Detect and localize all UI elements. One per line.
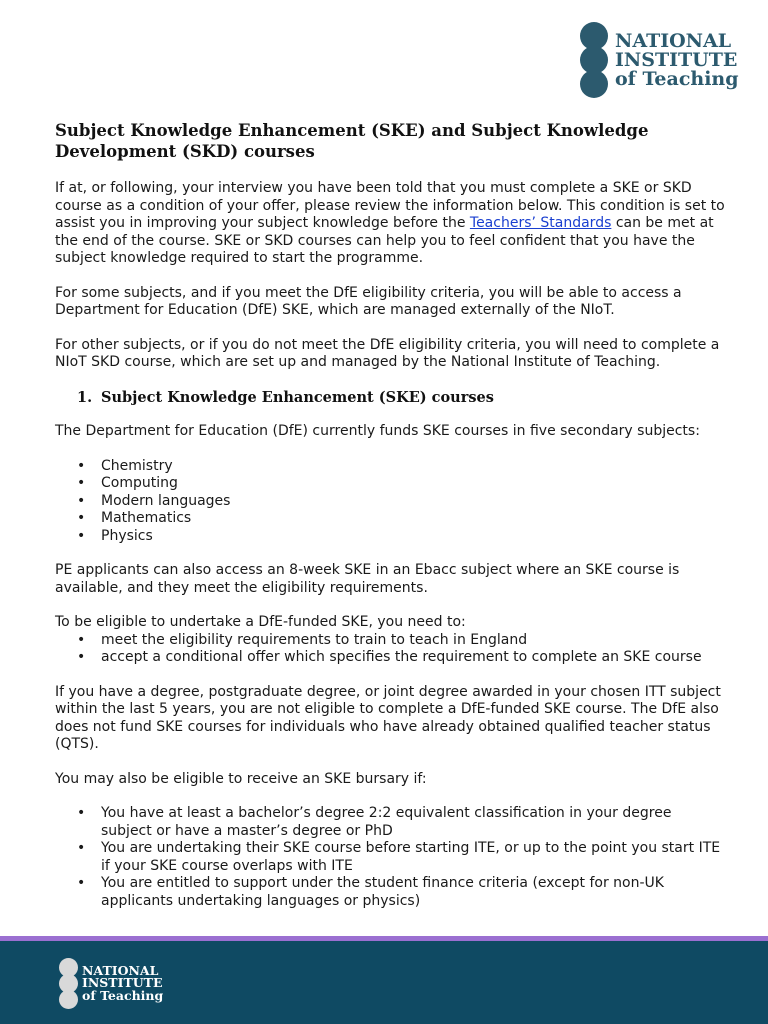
logo-mark-icon: [580, 22, 608, 98]
intro-paragraph: [55, 180, 725, 268]
funded-paragraph: The Department for Education (DfE) currently funds SKE courses in five secondary subjects:: [55, 423, 700, 439]
intro-text-before: If at, or following, your interview you have been told that you must complete a SKE or SKD course as a condition of your offer, please review the information below. This condition is set to assist you in improving your subject knowledge before the: [55, 180, 725, 231]
degree-paragraph: If you have a degree, postgraduate degree, or joint degree awarded in your chosen ITT subject within the last 5 years, you are not eligible to complete a DfE-funded SKE course. The DfE also does not fund SKE courses for individuals who have already obtained qualified teacher status (QTS).: [55, 683, 721, 752]
eligibility-list: [55, 632, 725, 667]
niot-logo: [580, 22, 739, 98]
list-item: • Chemistry: [55, 458, 725, 476]
section-heading-text: Subject Knowledge Enhancement (SKE) courses: [101, 388, 494, 406]
intro-text-after: can be met at the end of the course. SKE or SKD courses can help you to feel confident that you have the subject knowledge required to start the programme.: [55, 215, 714, 266]
niot-skd-paragraph: For other subjects, or if you do not meet the DfE eligibility criteria, you will need to complete a NIoT SKD course, which are set up and managed by the National Institute of Teaching.: [55, 336, 720, 370]
footer-logo-line1: NATIONAL: [82, 962, 159, 978]
list-item: • Mathematics: [55, 510, 725, 528]
footer-logo: [59, 958, 163, 1009]
eligibility-paragraph: To be eligible to undertake a DfE-funded SKE, you need to:: [55, 614, 466, 630]
list-item: • You are undertaking their SKE course before starting ITE, or up to the point you start ITE if your SKE course overlaps with ITE: [55, 840, 725, 875]
section-heading: [55, 389, 725, 407]
footer-logo-line3: of Teaching: [82, 987, 164, 1003]
logo-text-line2: INSTITUTE: [615, 48, 738, 71]
logo-text-line3: of Teaching: [615, 67, 739, 90]
list-item: • You have at least a bachelor’s degree 2:2 equivalent classification in your degree subject or have a master’s degree or PhD: [55, 805, 725, 840]
footer-logo-line2: INSTITUTE: [82, 975, 163, 991]
page-title: Subject Knowledge Enhancement (SKE) and Subject Knowledge Development (SKD) courses: [55, 121, 649, 161]
section-number: 1.: [77, 388, 93, 406]
dfe-access-paragraph: For some subjects, and if you meet the DfE eligibility criteria, you will be able to access a Department for Education (DfE) SKE, which are managed externally of the NIoT.: [55, 284, 682, 318]
logo-text-line1: NATIONAL: [615, 29, 732, 52]
list-item: • Modern languages: [55, 493, 725, 511]
list-item: • meet the eligibility requirements to train to teach in England: [55, 632, 725, 650]
list-item: • Physics: [55, 528, 725, 546]
bursary-list: [55, 805, 725, 910]
list-item: • You are entitled to support under the student finance criteria (except for non-UK applicants undertaking languages or physics): [55, 875, 725, 910]
list-item: • Computing: [55, 475, 725, 493]
pe-paragraph: PE applicants can also access an 8-week SKE in an Ebacc subject where an SKE course is available, and they meet the eligibility requirements.: [55, 562, 680, 596]
list-item: • accept a conditional offer which specifies the requirement to complete an SKE course: [55, 649, 725, 667]
bursary-paragraph: You may also be eligible to receive an SKE bursary if:: [55, 770, 427, 787]
subject-list: [55, 458, 725, 546]
teachers-standards-link[interactable]: Teachers’ Standards: [469, 215, 612, 231]
document-body: [55, 120, 725, 927]
footer-logo-mark-icon: [59, 958, 78, 1009]
